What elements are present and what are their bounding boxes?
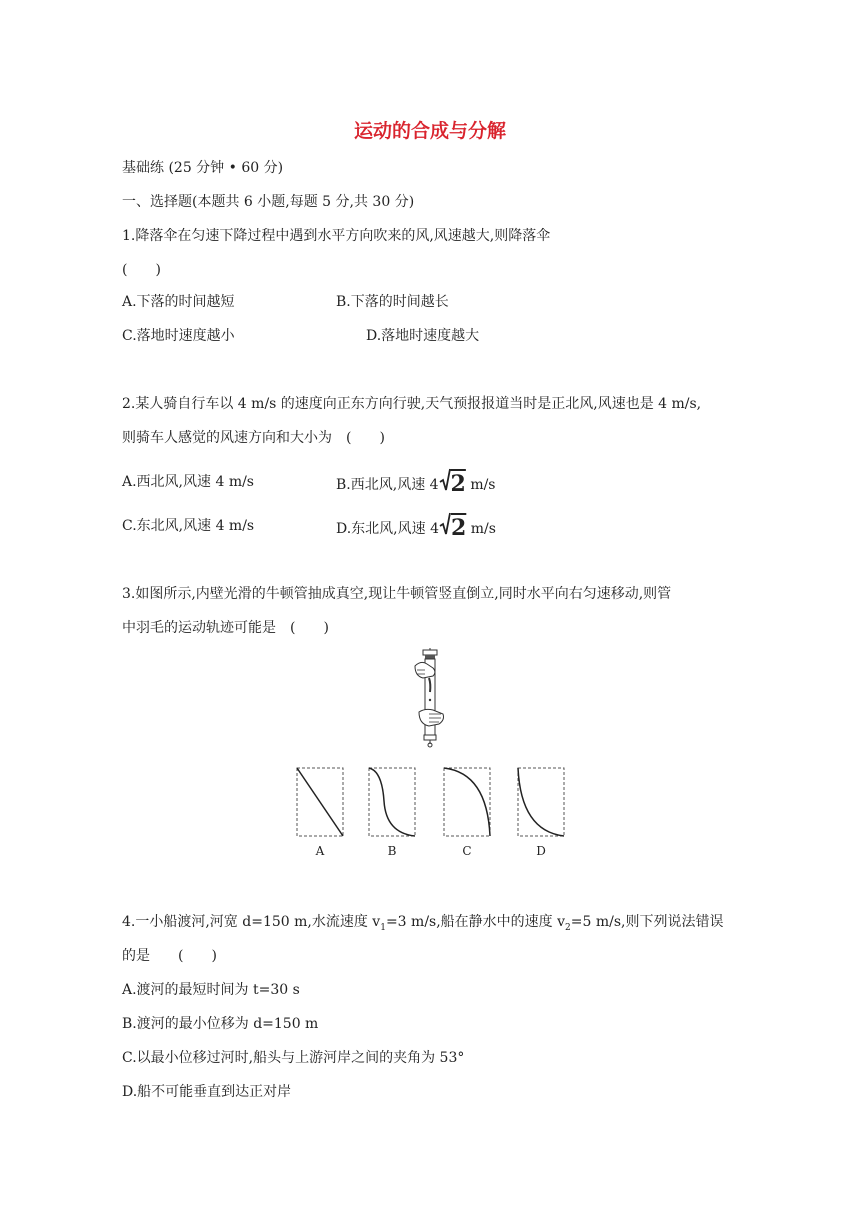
q2-option-d-unit: m/s — [470, 521, 496, 537]
q4-stem-line1 — [122, 912, 723, 938]
q2-option-d-text: D.东北风,风速 4 — [336, 521, 439, 537]
q3-option-c-graph — [443, 767, 491, 837]
section-header: 一、选择题(本题共 6 小题,每题 5 分,共 30 分) — [122, 194, 415, 210]
q4-sub-2: 2 — [565, 922, 571, 933]
q4-sub-1: 1 — [380, 922, 386, 933]
q2-option-b-text: B.西北风,风速 4 — [336, 477, 439, 493]
q4-option-d: D.船不可能垂直到达正对岸 — [122, 1084, 292, 1100]
newton-tube-illustration — [405, 648, 455, 748]
q4-option-b: B.渡河的最小位移为 d=150 m — [122, 1016, 319, 1032]
q2-option-b — [336, 468, 496, 498]
q2-option-d-radicand: 2 — [450, 515, 467, 541]
q2-option-a: A.西北风,风速 4 m/s — [122, 474, 254, 490]
q1-stem: 1.降落伞在匀速下降过程中遇到水平方向吹来的风,风速越大,则降落伞 — [122, 228, 551, 244]
q3-label-d: D — [536, 844, 546, 858]
q3-option-a-graph — [296, 767, 344, 837]
q2-option-c: C.东北风,风速 4 m/s — [122, 518, 255, 534]
q2-option-d — [336, 512, 496, 542]
q4-stem-part1: 4.一小船渡河,河宽 d=150 m,水流速度 v — [122, 914, 381, 930]
q1-option-c: C.落地时速度越小 — [122, 328, 235, 344]
q2-option-b-unit: m/s — [470, 477, 496, 493]
q3-label-b: B — [387, 844, 397, 858]
q1-option-d: D.落地时速度越大 — [366, 328, 480, 344]
q4-stem-line2: 的是 ( ) — [122, 948, 217, 964]
q4-option-a: A.渡河的最短时间为 t=30 s — [122, 982, 300, 998]
q2-stem-line2: 则骑车人感觉的风速方向和大小为 ( ) — [122, 430, 385, 446]
q3-option-b-graph — [368, 767, 416, 837]
q1-option-a: A.下落的时间越短 — [122, 294, 235, 310]
q2-stem-line1: 2.某人骑自行车以 4 m/s 的速度向正东方向行驶,天气预报报道当时是正北风,风速也是 4 m/s, — [122, 396, 702, 412]
page-title: 运动的合成与分解 — [353, 120, 506, 142]
q2-option-b-radicand: 2 — [450, 471, 466, 497]
q1-answer-bracket: ( ) — [122, 262, 161, 278]
practice-header: 基础练 (25 分钟 • 60 分) — [122, 160, 284, 176]
q4-stem-part2: =3 m/s,船在静水中的速度 v — [385, 914, 566, 930]
q3-label-c: C — [462, 844, 472, 858]
q3-option-d-graph — [517, 767, 565, 837]
q3-stem-line1: 3.如图所示,内壁光滑的牛顿管抽成真空,现让牛顿管竖直倒立,同时水平向右匀速移动,则管 — [122, 586, 672, 602]
q3-label-a: A — [315, 844, 325, 858]
q4-stem-part3: =5 m/s,则下列说法错误 — [570, 914, 724, 930]
q3-stem-line2: 中羽毛的运动轨迹可能是 ( ) — [122, 620, 329, 636]
sqrt-symbol — [439, 512, 451, 542]
q1-option-b: B.下落的时间越长 — [336, 294, 449, 310]
sqrt-symbol — [439, 468, 451, 498]
q4-option-c: C.以最小位移过河时,船头与上游河岸之间的夹角为 53° — [122, 1050, 465, 1066]
